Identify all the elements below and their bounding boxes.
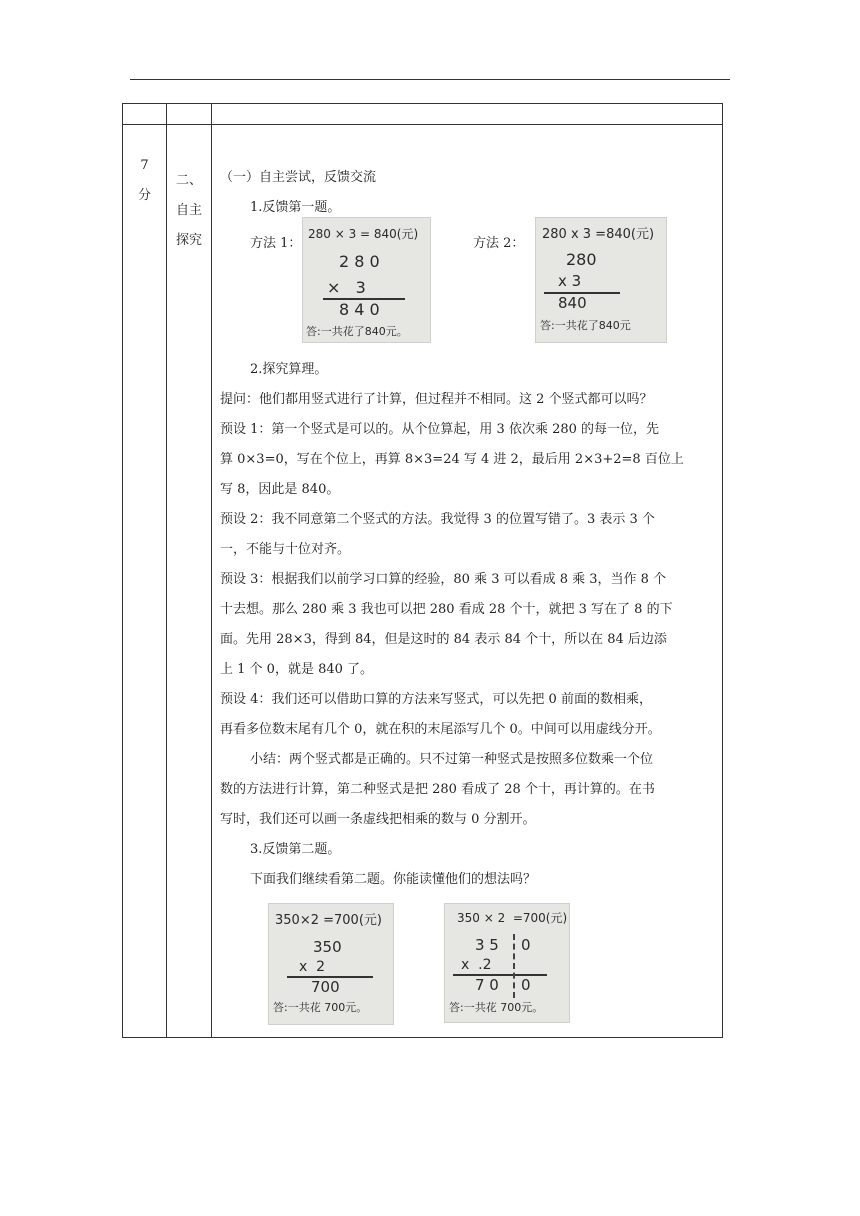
header-rule <box>130 79 730 80</box>
photo-multiplicand: 280 <box>566 250 597 269</box>
preset-3-line: 十去想。那么 280 乘 3 我也可以把 280 看成 28 个十，就把 3 写在了 8 的下 <box>220 602 673 617</box>
photo-multiplier: x 2 <box>299 959 326 975</box>
preset-2-line: 一，不能与十位对齐。 <box>220 542 351 557</box>
content-cell <box>212 125 723 1038</box>
photo-answer: 答:一共花 700元。 <box>273 1001 368 1014</box>
photo-product: 7 0 <box>475 976 499 994</box>
method-2-photo <box>535 217 667 343</box>
method-2-label: 方法 2： <box>473 236 525 251</box>
photo-product: 700 <box>311 978 340 996</box>
photo-equation: 280 × 3 = 840(元) <box>308 227 419 241</box>
summary-line: 数的方法进行计算，第二种竖式是把 280 看成了 28 个十，再计算的。在书 <box>220 782 655 797</box>
photo-multiplicand-zero: 0 <box>521 936 531 954</box>
question-text: 提问：他们都用竖式进行了计算，但过程并不相同。这 2 个竖式都可以吗？ <box>220 392 653 407</box>
preset-2-line: 预设 2：我不同意第二个竖式的方法。我觉得 3 的位置写错了。3 表示 3 个 <box>220 512 655 527</box>
photo-multiplicand: 2 8 0 <box>339 252 380 271</box>
summary-line: 小结：两个竖式都是正确的。只不过第一种竖式是按照多位数乘一个位 <box>250 752 654 767</box>
step-name-line2: 探究 <box>175 233 202 248</box>
photo-answer: 答:一共花 700元。 <box>449 1001 544 1014</box>
table-header-row <box>123 104 723 125</box>
photo-multiplicand: 350 <box>313 938 342 956</box>
item-3-photo-1 <box>268 903 394 1025</box>
table-row <box>123 125 723 1038</box>
item-1-title: 1.反馈第一题。 <box>250 200 341 215</box>
header-cell <box>123 104 167 125</box>
header-cell <box>212 104 723 125</box>
preset-4-line: 预设 4：我们还可以借助口算的方法来写竖式，可以先把 0 前面的数相乘， <box>220 692 652 707</box>
photo-answer: 答:一共花了840元。 <box>306 325 408 338</box>
item-3-photo-2 <box>444 903 570 1023</box>
lesson-table <box>122 103 723 1038</box>
item-2-title: 2.探究算理。 <box>250 362 328 377</box>
method-photos <box>220 225 718 355</box>
method-1-photo <box>302 217 431 343</box>
item-3-title: 3.反馈第二题。 <box>250 842 341 857</box>
photo-product-zero: 0 <box>521 976 531 994</box>
preset-1-line: 预设 1：第一个竖式是可以的。从个位算起，用 3 依次乘 280 的每一位，先 <box>220 422 660 437</box>
item-3-photos <box>220 903 718 1025</box>
photo-equation: 350 × 2 =700(元) <box>457 911 568 925</box>
preset-1-line: 写 8，因此是 840。 <box>220 482 340 497</box>
time-value: 7 <box>140 158 149 173</box>
method-1-label: 方法 1： <box>250 236 302 251</box>
summary-line: 写时，我们还可以画一条虚线把相乘的数与 0 分割开。 <box>220 812 536 827</box>
step-name-line1: 自主 <box>175 203 202 218</box>
preset-3-line: 预设 3：根据我们以前学习口算的经验，80 乘 3 可以看成 8 乘 3，当作 8 个 <box>220 572 667 587</box>
preset-4-line: 再看多位数末尾有几个 0，就在积的末尾添写几个 0。中间可以用虚线分开。 <box>220 722 661 737</box>
header-cell <box>167 104 212 125</box>
preset-1-line: 算 0×3=0，写在个位上，再算 8×3=24 写 4 进 2，最后用 2×3+2=8 百位上 <box>220 452 684 467</box>
photo-multiplier: × 3 <box>327 278 366 297</box>
photo-product: 8 4 0 <box>339 300 380 319</box>
photo-multiplier: x .2 <box>461 957 492 973</box>
photo-answer: 答:一共花了840元 <box>540 319 631 332</box>
photo-multiplier: x 3 <box>558 272 582 290</box>
photo-product: 840 <box>558 294 587 312</box>
photo-equation: 350×2 =700(元) <box>275 913 382 928</box>
photo-rule <box>453 974 547 976</box>
photo-equation: 280 x 3 =840(元) <box>542 227 655 242</box>
photo-multiplicand: 3 5 <box>475 936 499 954</box>
section-heading: （一）自主尝试，反馈交流 <box>220 170 377 185</box>
preset-3-line: 面。先用 28×3，得到 84，但是这时的 84 表示 84 个十，所以在 84 后边添 <box>220 632 667 647</box>
step-number: 二、 <box>175 173 202 188</box>
photo-divider <box>513 934 515 998</box>
step-cell <box>167 125 212 1038</box>
time-unit: 分 <box>137 188 151 203</box>
preset-3-line: 上 1 个 0，就是 840 了。 <box>220 662 374 677</box>
item-3-prompt: 下面我们继续看第二题。你能读懂他们的想法吗？ <box>250 872 537 887</box>
time-cell <box>123 125 167 1038</box>
